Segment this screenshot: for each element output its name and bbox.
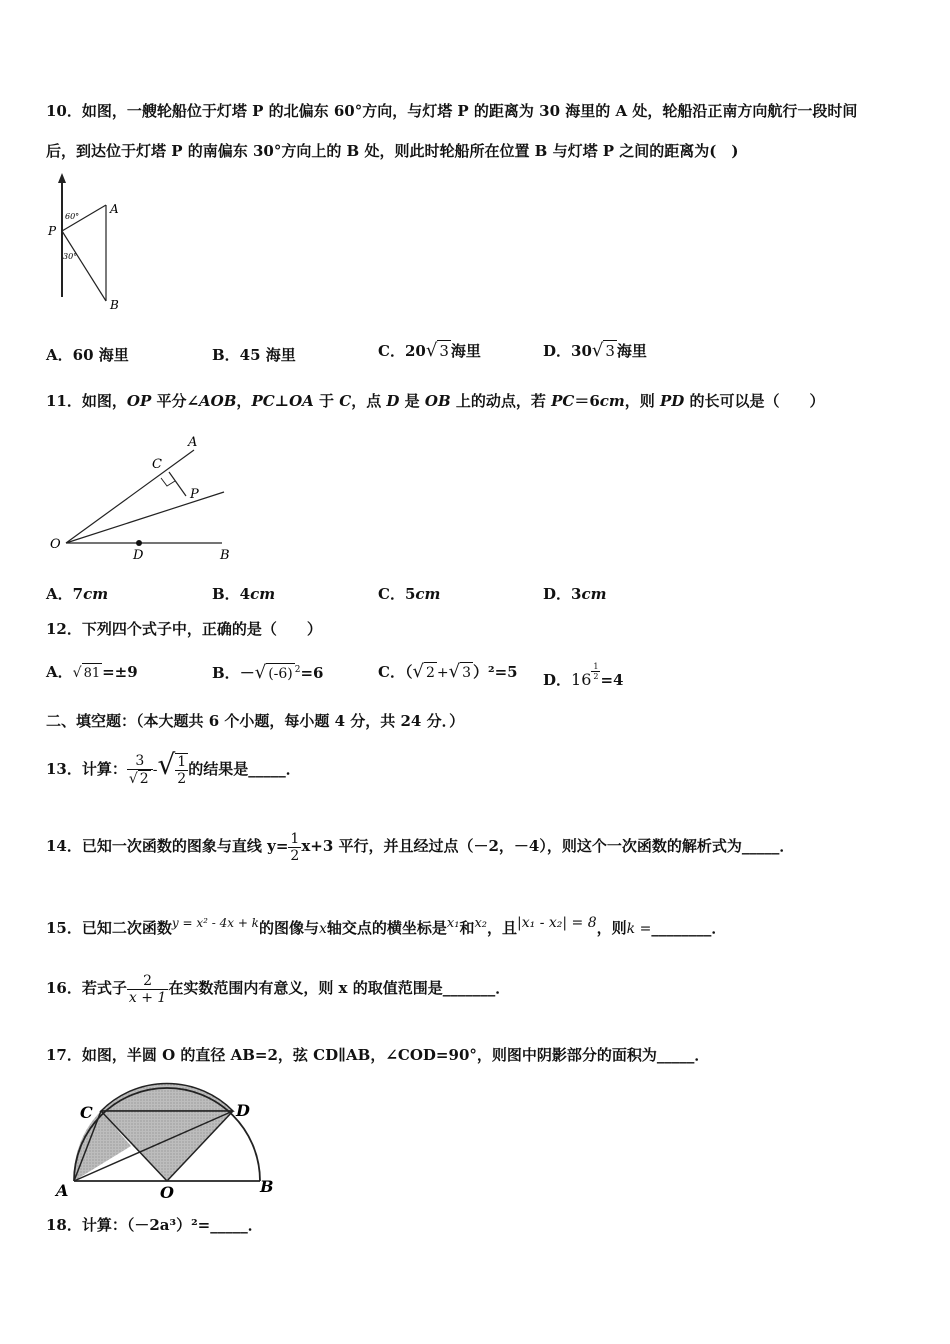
right-angle-mark bbox=[161, 478, 175, 486]
segment-pb bbox=[62, 231, 106, 301]
q10-option-c[interactable]: C．20√ 3 海里 bbox=[378, 340, 481, 361]
point-d bbox=[136, 540, 142, 546]
q16-stem: 16．若式子 $\frac{2}{x + 1}$ 在实数范围内有意义，则 x 的取值范围是_______． bbox=[46, 972, 511, 1006]
q15-stem: 15．已知二次函数$^{y = x^2 - 4x + k}$的图像与x轴交点的横坐标是x₁和x₂，且|x₁ - x₂| = 8，则k =________． bbox=[46, 915, 727, 937]
q18-stem: 18．计算：（－2a³）²=_____． bbox=[46, 1216, 263, 1234]
label-c: C bbox=[152, 457, 162, 472]
q14-stem: 14．已知一次函数的图象与直线 y= $\frac{1}{2}$ x+3 平行，并且经过点（－2，－4），则这个一次函数的解析式为_____． bbox=[46, 830, 795, 864]
q17-figure bbox=[44, 1078, 276, 1202]
q11-option-c[interactable]: C．5cm bbox=[378, 585, 441, 603]
ray-op bbox=[66, 492, 224, 543]
q10-stem-line1: 10．如图，一艘轮船位于灯塔 P 的北偏东 60°方向，与灯塔 P 的距离为 30 海里的 A 处，轮船沿正南方向航行一段时间 bbox=[46, 102, 858, 120]
q10-stem-line2: 后，到达位于灯塔 P 的南偏东 30°方向上的 B 处，则此时轮船所在位置 B 与灯塔 P 之间的距离为( ) bbox=[46, 142, 739, 160]
q17-stem: 17．如图，半圆 O 的直径 AB=2，弦 CD∥AB，∠COD=90°，则图中阴影部分的面积为_____． bbox=[46, 1046, 710, 1064]
q12-option-d[interactable]: D．16 $\frac{1}{2}$ =4 bbox=[543, 662, 624, 689]
q12-stem: 12．下列四个式子中，正确的是（ ） bbox=[46, 620, 322, 638]
north-arrow bbox=[58, 173, 66, 183]
label-b: B bbox=[220, 548, 230, 563]
label-d: D bbox=[236, 1101, 250, 1120]
label-c: C bbox=[80, 1103, 93, 1122]
label-p: P bbox=[48, 224, 57, 238]
q10-option-b[interactable]: B．45 海里 bbox=[212, 346, 296, 364]
section-title-fill-in: 二、填空题：（本大题共 6 个小题，每小题 4 分，共 24 分．） bbox=[46, 712, 465, 730]
q10-option-a[interactable]: A．60 海里 bbox=[46, 346, 129, 364]
radicand: 3 bbox=[439, 342, 449, 360]
q13-stem: 13．计算： $\frac{3}{√ 2}$ -√ $\frac{1}{2}$ 的结果是_____． bbox=[46, 748, 301, 787]
label-o: O bbox=[160, 1183, 174, 1202]
q11-option-b[interactable]: B．4cm bbox=[212, 585, 276, 603]
q12-option-a[interactable]: A．√ 81 =±9 bbox=[46, 662, 138, 684]
q11-stem: 11．如图，OP 平分∠AOB，PC⊥OA 于 C，点 D 是 OB 上的动点，若 PC＝6cm，则 PD 的长可以是（ ） bbox=[46, 392, 825, 410]
angle-30: 30° bbox=[63, 252, 78, 261]
label-a: A bbox=[188, 435, 198, 450]
label-a: A bbox=[56, 1181, 69, 1200]
segment-pc bbox=[169, 472, 186, 496]
label-b: B bbox=[110, 298, 119, 312]
q11-option-a[interactable]: A．7cm bbox=[46, 585, 109, 603]
radicand: 3 bbox=[605, 342, 615, 360]
ray-oa bbox=[66, 450, 194, 543]
q12-option-b[interactable]: B．－√ (-6) $^2$=6 bbox=[212, 662, 324, 683]
angle-60: 60° bbox=[65, 212, 80, 221]
q10-option-d[interactable]: D．30√ 3 海里 bbox=[543, 340, 647, 361]
q10-figure bbox=[44, 173, 134, 318]
label-b: B bbox=[260, 1177, 274, 1196]
label-a: A bbox=[110, 202, 119, 216]
q11-option-d[interactable]: D．3cm bbox=[543, 585, 607, 603]
label-d: D bbox=[133, 548, 144, 563]
label-o: O bbox=[50, 537, 61, 552]
q12-option-c[interactable]: C．（√ 2 +√ 3 ）²=5 bbox=[378, 661, 518, 682]
label-p: P bbox=[190, 487, 199, 502]
q11-figure bbox=[44, 430, 244, 565]
